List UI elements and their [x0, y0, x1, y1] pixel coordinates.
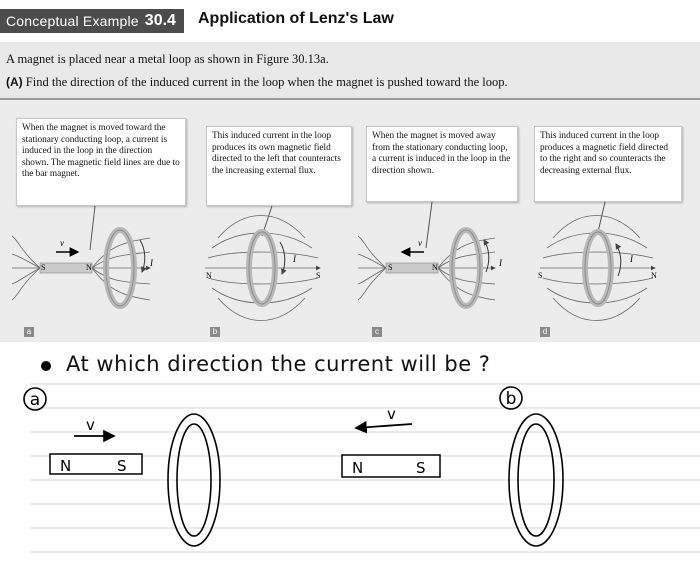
panel-b-south: S — [316, 271, 321, 280]
sketch-b-north: N — [352, 459, 364, 477]
panel-tag-a: a — [24, 327, 34, 337]
panel-a-current: I — [150, 258, 153, 268]
callout-a: When the magnet is moved toward the stationary conducting loop, a current is induced in the loop in the direction shown. The magnetic field lines are due to the bar magnet. — [16, 118, 186, 206]
sketch-a-south: S — [117, 457, 127, 475]
sketch-b-south: S — [416, 459, 426, 477]
panel-d-north: N — [651, 271, 657, 280]
panel-c-velocity: v — [418, 238, 422, 248]
handwritten-question: At which direction the current will be ? — [66, 352, 491, 376]
sketch-a-velocity: v — [86, 416, 95, 434]
callout-d: This induced current in the loop produces a magnetic field directed to the right and so counteracts the decreasing external flux. — [534, 126, 682, 202]
panel-d-current: I — [630, 254, 633, 264]
bullet-dot — [41, 361, 51, 371]
panel-b-diagram — [205, 216, 320, 321]
panel-b-current: I — [293, 254, 296, 264]
label-a: a — [29, 390, 41, 410]
panel-c-north: N — [432, 263, 438, 272]
panel-c-south: S — [388, 263, 393, 272]
part-label: (A) — [6, 75, 23, 89]
callout-b: This induced current in the loop produces its own magnetic field directed to the left that counteracts the increasing external flux. — [206, 126, 352, 206]
example-title: Application of Lenz's Law — [198, 10, 394, 27]
sketch-a-north: N — [60, 457, 72, 475]
callout-c: When the magnet is moved away from the stationary conducting loop, a current is induced in the loop in the direction shown. — [366, 126, 518, 202]
panel-a-velocity: v — [60, 238, 64, 248]
statement-line-1: A magnet is placed near a metal loop as shown in Figure 30.13a. — [6, 52, 329, 66]
sketch-b-arrow — [356, 424, 412, 428]
panel-a-diagram — [12, 230, 150, 306]
sketch-b-velocity: v — [387, 405, 396, 423]
panel-tag-c: c — [372, 327, 382, 337]
panel-d-south: S — [538, 271, 543, 280]
example-label: Conceptual Example — [6, 13, 139, 29]
panel-a-south: S — [41, 263, 46, 272]
panel-tag-b: b — [210, 327, 220, 337]
label-b: b — [505, 389, 517, 409]
statement-question: Find the direction of the induced current in the loop when the magnet is pushed toward the loop. — [25, 75, 508, 89]
example-number: 30.4 — [144, 12, 176, 29]
panel-c-current: I — [499, 258, 502, 268]
panel-a-north: N — [86, 263, 92, 272]
panel-d-diagram — [540, 216, 655, 321]
panel-tag-d: d — [540, 327, 550, 337]
panel-b-north: N — [206, 271, 212, 280]
